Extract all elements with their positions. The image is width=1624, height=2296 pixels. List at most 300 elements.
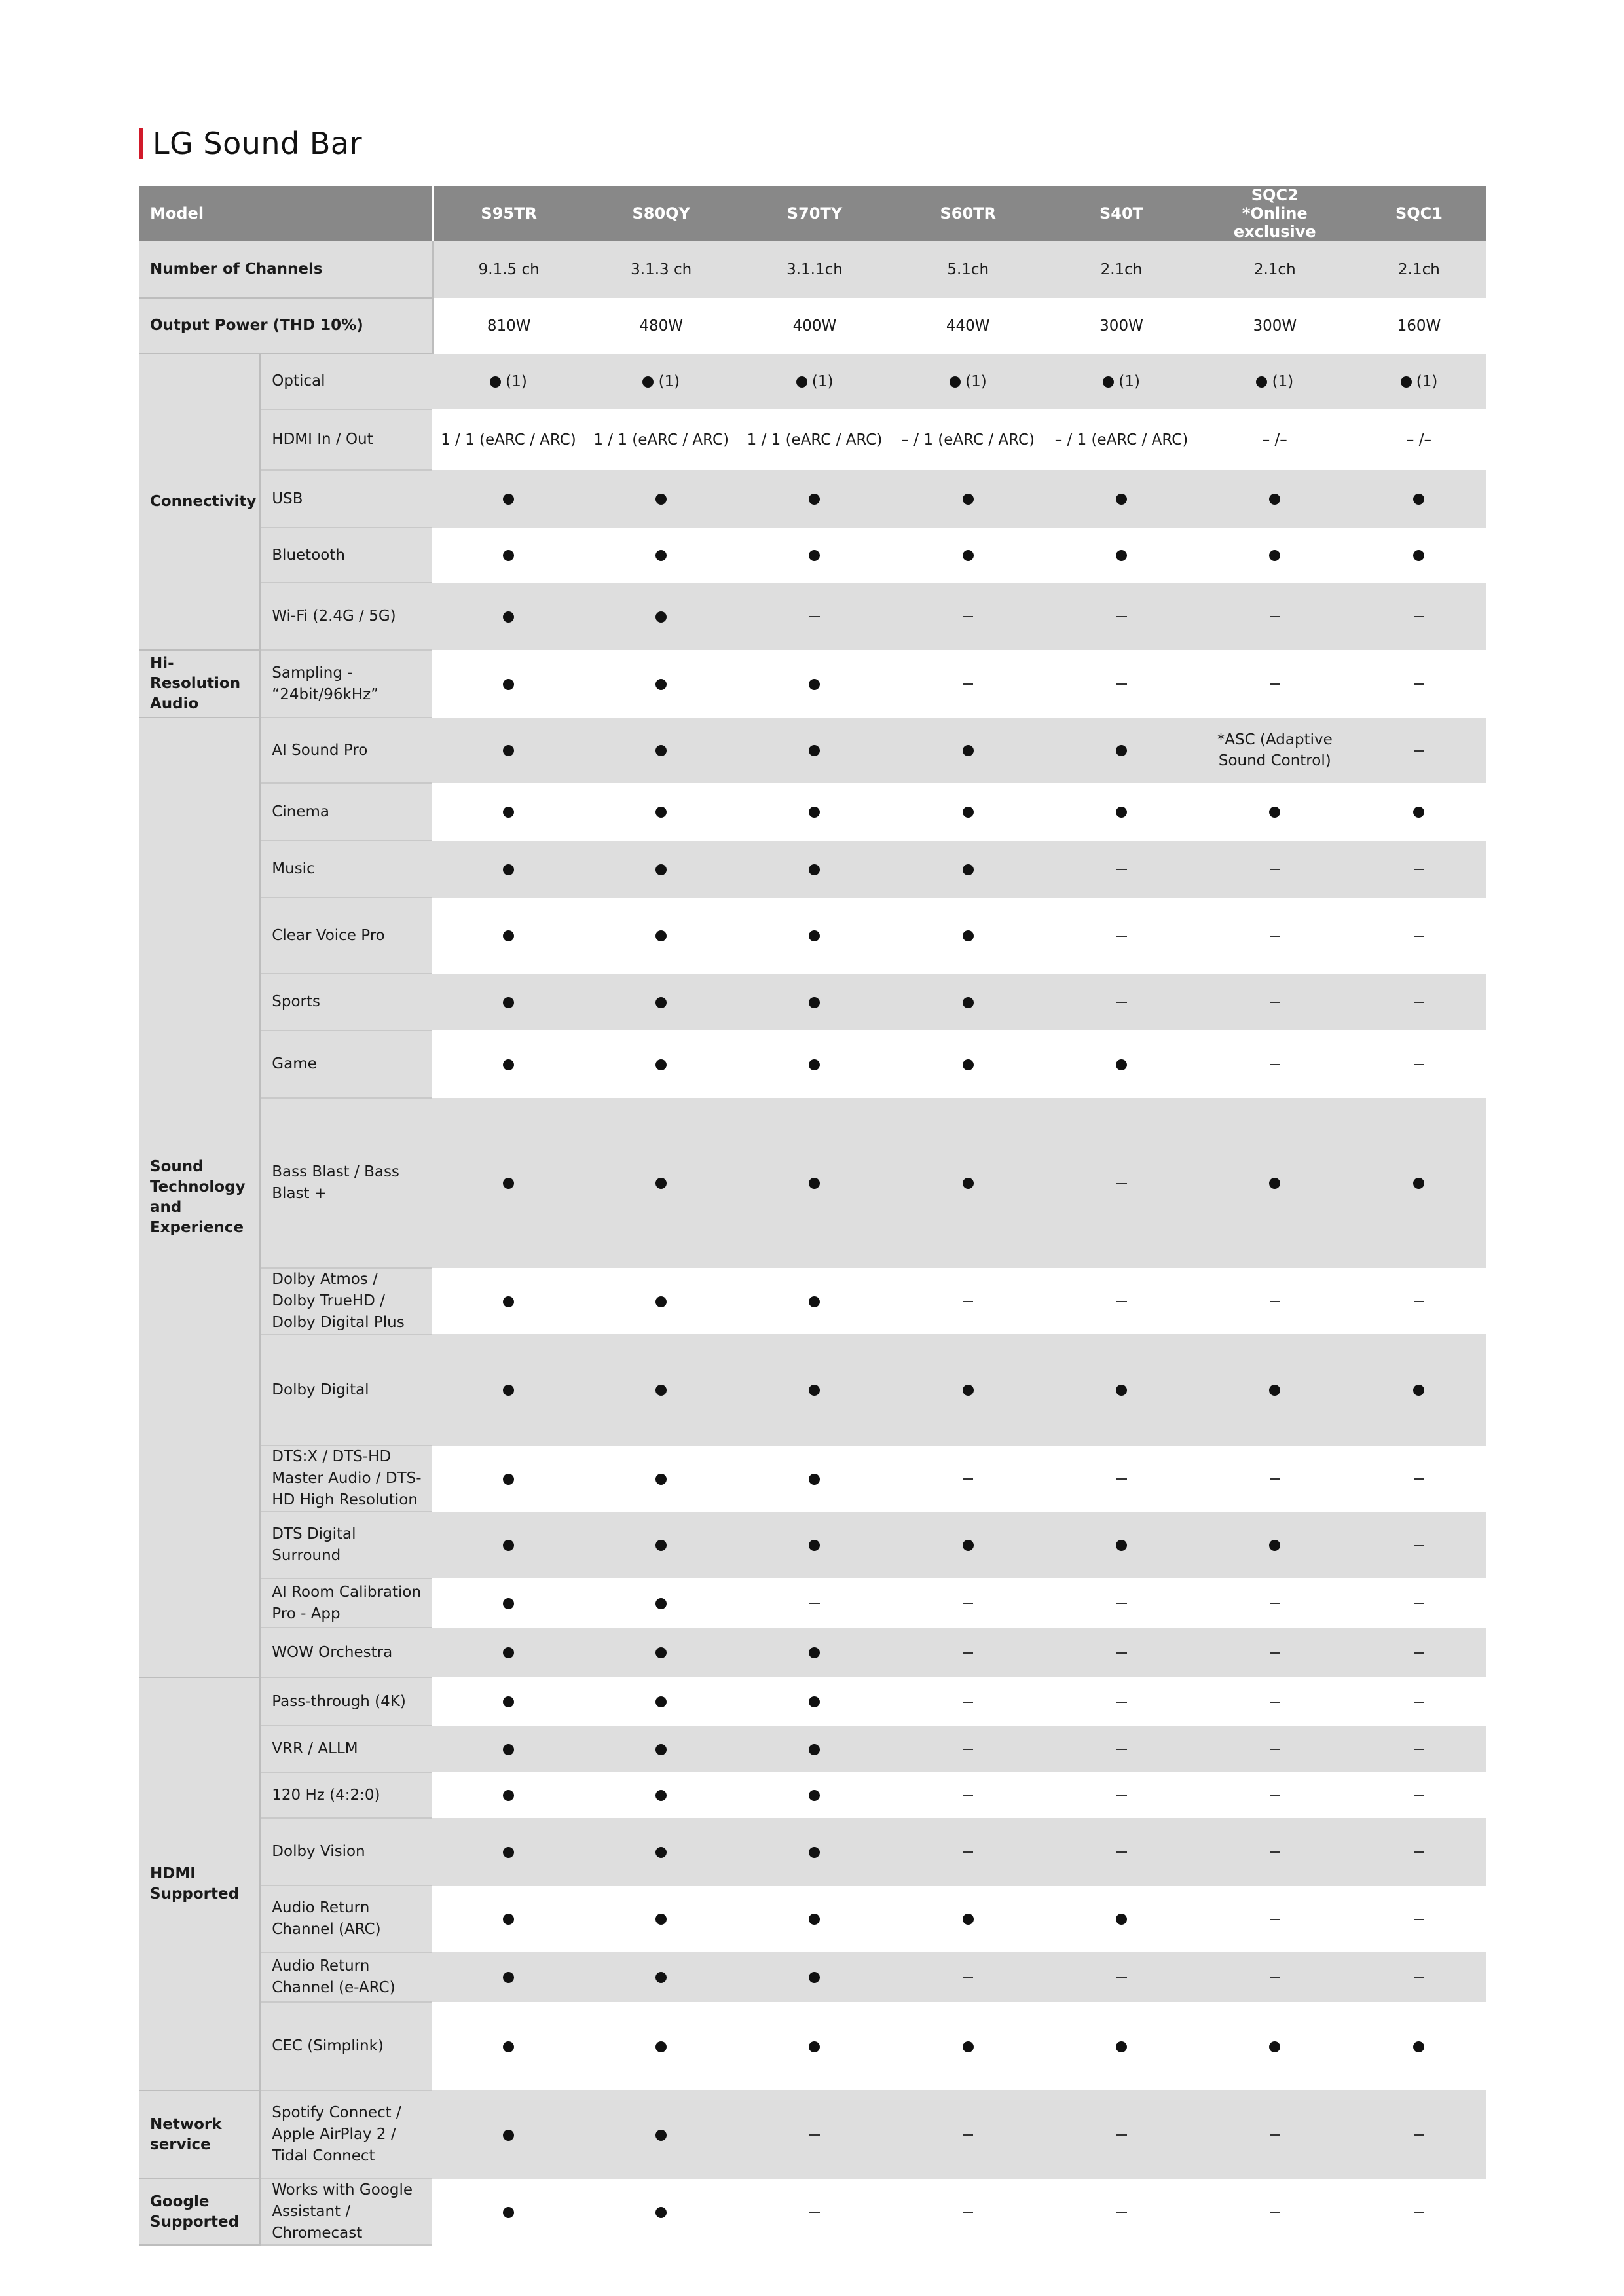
value-cell-s40t	[1044, 650, 1198, 718]
dash-icon	[963, 1749, 973, 1750]
check-dot-icon	[655, 1696, 667, 1707]
value-cell-s60tr	[891, 1952, 1044, 2002]
value-cell-s40t	[1044, 1818, 1198, 1886]
feature-label: AI Sound Pro	[272, 741, 368, 759]
value-cell-sqc1	[1352, 1818, 1486, 1886]
dash-icon	[809, 616, 820, 617]
value-cell-sqc1	[1352, 1677, 1486, 1726]
feature-label: Sports	[272, 993, 321, 1010]
value-cell-sqc2	[1198, 2002, 1352, 2090]
value-text: 160W	[1397, 317, 1441, 335]
value-cell-s40t	[1044, 1030, 1198, 1098]
dash-icon	[1116, 1603, 1127, 1604]
check-dot-icon	[503, 1914, 514, 1925]
category-label: Hi-Resolution Audio	[150, 655, 241, 712]
feature-cec-simplink	[261, 2002, 433, 2090]
dash-icon	[1414, 2212, 1424, 2213]
check-dot-icon	[809, 1914, 820, 1925]
check-dot-icon	[809, 1847, 820, 1858]
dash-icon	[1414, 1977, 1424, 1978]
dash-icon	[1270, 1301, 1280, 1302]
value-cell-s95tr	[432, 841, 584, 898]
value-cell-s60tr	[891, 2090, 1044, 2179]
check-dot-icon	[655, 2207, 667, 2218]
value-cell-s95tr	[432, 1512, 584, 1578]
table-row	[139, 470, 1486, 528]
check-dot-icon	[503, 550, 514, 561]
value-cell-sqc2	[1198, 2090, 1352, 2179]
value-cell-s60tr	[891, 1726, 1044, 1772]
value-cell-s40t	[1044, 1726, 1198, 1772]
value-text: 1 / 1 (eARC / ARC)	[441, 431, 576, 448]
value-cell-s70ty	[738, 2090, 891, 2179]
check-dot-icon	[963, 745, 974, 756]
feature-label: DTS Digital Surround	[272, 1525, 356, 1564]
value-cell-s70ty	[738, 783, 891, 841]
check-dot-icon	[963, 864, 974, 875]
dash-icon	[963, 683, 973, 685]
value-cell-s80qy	[585, 1628, 738, 1677]
value-cell-sqc1	[1352, 1446, 1486, 1512]
value-cell-s80qy	[585, 583, 738, 650]
check-dot-icon	[655, 2130, 667, 2141]
value-cell-s80qy	[585, 241, 738, 298]
value-cell-sqc2	[1198, 1677, 1352, 1726]
dash-icon	[1270, 936, 1280, 937]
table-row	[139, 583, 1486, 650]
value-cell-s95tr	[432, 470, 584, 528]
check-dot-icon	[809, 679, 820, 690]
check-dot-icon	[503, 1474, 514, 1485]
table-row	[139, 718, 1486, 783]
value-cell-sqc1	[1352, 898, 1486, 974]
feature-label: Dolby Atmos / Dolby TrueHD / Dolby Digital Plus	[272, 1271, 405, 1331]
dash-icon	[809, 2212, 820, 2213]
value-text: 5.1ch	[947, 261, 989, 278]
value-cell-sqc1	[1352, 1726, 1486, 1772]
dash-icon	[1414, 1301, 1424, 1302]
check-dot-icon	[503, 807, 514, 818]
value-cell-sqc1	[1352, 409, 1486, 470]
check-dot-icon	[1116, 1059, 1127, 1070]
feature-hdmi-in-out	[261, 409, 433, 470]
value-cell-s40t	[1044, 2090, 1198, 2179]
value-cell-s70ty	[738, 1334, 891, 1446]
check-dot-icon	[963, 930, 974, 941]
check-dot-icon	[503, 1972, 514, 1983]
dash-icon	[1414, 1064, 1424, 1065]
table-row	[139, 1886, 1486, 1952]
value-cell-s60tr	[891, 528, 1044, 583]
check-dot-icon	[655, 550, 667, 561]
category-hi-resolution-audio	[139, 650, 261, 718]
check-dot-icon	[809, 1744, 820, 1755]
table-row	[139, 298, 1486, 354]
value-cell-s80qy	[585, 354, 738, 409]
model-header-s40t	[1044, 186, 1198, 241]
check-dot-icon	[963, 2041, 974, 2052]
value-cell-s70ty	[738, 528, 891, 583]
check-dot-icon	[503, 1296, 514, 1307]
value-text: 810W	[487, 317, 531, 335]
page-title	[139, 126, 362, 160]
check-dot-icon	[503, 997, 514, 1008]
value-cell-s70ty	[738, 583, 891, 650]
feature-label: Spotify Connect / Apple AirPlay 2 / Tidal Connect	[272, 2104, 401, 2164]
dash-icon	[963, 1478, 973, 1480]
table-row	[139, 1268, 1486, 1334]
table-row	[139, 528, 1486, 583]
feature-dolby-digital	[261, 1334, 433, 1446]
category-google-supported	[139, 2179, 261, 2245]
category-network-service	[139, 2090, 261, 2179]
value-cell-s80qy	[585, 1818, 738, 1886]
check-dot-icon	[809, 1474, 820, 1485]
dash-icon	[1414, 1749, 1424, 1750]
value-cell-s95tr	[432, 298, 584, 354]
value-text: 3.1.1ch	[786, 261, 843, 278]
dash-icon	[963, 616, 973, 617]
value-cell-s95tr	[432, 528, 584, 583]
value-cell-s60tr	[891, 1677, 1044, 1726]
table-row	[139, 1772, 1486, 1818]
value-cell-s80qy	[585, 2002, 738, 2090]
value-count: (1)	[501, 373, 527, 390]
check-dot-icon	[963, 1914, 974, 1925]
value-cell-s60tr	[891, 1578, 1044, 1628]
value-cell-sqc1	[1352, 1268, 1486, 1334]
value-cell-s60tr	[891, 354, 1044, 409]
online-exclusive-note: *Online exclusive	[1233, 204, 1316, 241]
category-label: HDMI Supported	[150, 1865, 240, 1903]
value-count: (1)	[1411, 373, 1438, 390]
table-row	[139, 409, 1486, 470]
check-dot-icon	[1116, 2041, 1127, 2052]
feature-label: Wi-Fi (2.4G / 5G)	[272, 608, 396, 625]
dash-icon	[1414, 1545, 1424, 1546]
value-cell-s40t	[1044, 841, 1198, 898]
check-dot-icon	[1116, 1540, 1127, 1551]
check-dot-icon	[963, 494, 974, 505]
value-cell-s95tr	[432, 1886, 584, 1952]
value-cell-s40t	[1044, 1334, 1198, 1446]
feature-music	[261, 841, 433, 898]
value-cell-s70ty	[738, 718, 891, 783]
dash-icon	[963, 1702, 973, 1703]
value-text: 1 / 1 (eARC / ARC)	[747, 431, 883, 448]
value-cell-s60tr	[891, 898, 1044, 974]
category-label: Google Supported	[150, 2193, 240, 2231]
value-cell-s70ty	[738, 1446, 891, 1512]
value-cell-s70ty	[738, 1578, 891, 1628]
feature-label: CEC (Simplink)	[272, 2037, 384, 2054]
value-cell-s60tr	[891, 583, 1044, 650]
value-cell-s70ty	[738, 298, 891, 354]
value-cell-s60tr	[891, 298, 1044, 354]
feature-label: 120 Hz (4:2:0)	[272, 1786, 380, 1804]
value-cell-s40t	[1044, 2179, 1198, 2245]
value-count: (1)	[960, 373, 987, 390]
value-cell-s60tr	[891, 1268, 1044, 1334]
value-cell-s95tr	[432, 1628, 584, 1677]
value-cell-s70ty	[738, 1886, 891, 1952]
value-count: (1)	[1114, 373, 1140, 390]
value-cell-sqc2	[1198, 241, 1352, 298]
value-cell-s95tr	[432, 583, 584, 650]
category-hdmi-supported	[139, 1677, 261, 2090]
feature-bluetooth	[261, 528, 433, 583]
dash-icon	[963, 2134, 973, 2136]
dash-icon	[1414, 616, 1424, 617]
feature-label: USB	[272, 490, 303, 507]
category-sound-technology-and-experience	[139, 718, 261, 1677]
check-dot-icon	[655, 2041, 667, 2052]
value-text: 480W	[639, 317, 684, 335]
value-cell-s95tr	[432, 2090, 584, 2179]
value-cell-sqc1	[1352, 528, 1486, 583]
value-count: (1)	[1267, 373, 1294, 390]
check-dot-icon	[1269, 1178, 1280, 1189]
check-dot-icon	[1413, 1385, 1424, 1396]
value-cell-sqc2	[1198, 470, 1352, 528]
dash-icon	[1414, 1603, 1424, 1604]
check-dot-icon	[809, 1385, 820, 1396]
feature-label: HDMI In / Out	[272, 431, 373, 448]
value-cell-sqc2	[1198, 1726, 1352, 1772]
value-cell-sqc2	[1198, 528, 1352, 583]
table-row	[139, 1726, 1486, 1772]
dash-icon	[1414, 1478, 1424, 1480]
check-dot-icon	[503, 1059, 514, 1070]
model-header-sqc2	[1198, 186, 1352, 241]
feature-label: DTS:X / DTS-HD Master Audio / DTS-HD High Resolution	[272, 1448, 422, 1508]
value-text: 300W	[1253, 317, 1297, 335]
value-cell-s40t	[1044, 1268, 1198, 1334]
table-row	[139, 1578, 1486, 1628]
value-cell-s95tr	[432, 1818, 584, 1886]
check-dot-icon	[503, 1385, 514, 1396]
value-cell-s95tr	[432, 1677, 584, 1726]
value-cell-sqc2	[1198, 783, 1352, 841]
value-cell-s40t	[1044, 470, 1198, 528]
check-dot-icon	[1116, 807, 1127, 818]
feature-dolby-vision	[261, 1818, 433, 1886]
feature-pass-through-4k	[261, 1677, 433, 1726]
value-cell-s60tr	[891, 1886, 1044, 1952]
value-cell-s70ty	[738, 1098, 891, 1268]
value-cell-s40t	[1044, 241, 1198, 298]
check-dot-icon	[655, 1540, 667, 1551]
value-cell-s95tr	[432, 1030, 584, 1098]
value-cell-sqc1	[1352, 1578, 1486, 1628]
value-text: 2.1ch	[1100, 261, 1143, 278]
value-cell-s60tr	[891, 841, 1044, 898]
check-dot-icon	[655, 1847, 667, 1858]
check-dot-icon	[809, 1790, 820, 1801]
check-dot-icon	[1413, 550, 1424, 561]
value-cell-s60tr	[891, 1098, 1044, 1268]
header-model-label: Model	[139, 186, 432, 241]
check-dot-icon	[809, 1178, 820, 1189]
value-cell-sqc2	[1198, 1818, 1352, 1886]
check-dot-icon	[963, 997, 974, 1008]
value-cell-s60tr	[891, 1772, 1044, 1818]
value-cell-s70ty	[738, 650, 891, 718]
value-cell-s80qy	[585, 1952, 738, 2002]
check-dot-icon	[1269, 494, 1280, 505]
check-dot-icon	[1401, 376, 1412, 388]
dash-icon	[963, 1301, 973, 1302]
category-label: Network service	[150, 2115, 222, 2153]
value-cell-s80qy	[585, 1677, 738, 1726]
feature-wi-fi-2-4g-5g	[261, 583, 433, 650]
dash-icon	[1270, 1851, 1280, 1853]
feature-label: Dolby Vision	[272, 1843, 365, 1860]
value-cell-sqc2	[1198, 841, 1352, 898]
value-cell-sqc2	[1198, 409, 1352, 470]
check-dot-icon	[503, 1847, 514, 1858]
value-cell-s95tr	[432, 1334, 584, 1446]
check-dot-icon	[503, 1696, 514, 1707]
feature-ai-sound-pro	[261, 718, 433, 783]
value-cell-s70ty	[738, 1512, 891, 1578]
value-cell-s95tr	[432, 2002, 584, 2090]
model-name: S95TR	[481, 204, 537, 223]
value-cell-s60tr	[891, 1334, 1044, 1446]
value-cell-sqc1	[1352, 470, 1486, 528]
check-dot-icon	[1116, 1914, 1127, 1925]
dash-icon	[1116, 1702, 1127, 1703]
value-cell-s80qy	[585, 2179, 738, 2245]
check-dot-icon	[503, 2207, 514, 2218]
value-cell-s80qy	[585, 1446, 738, 1512]
dash-icon	[1414, 1795, 1424, 1796]
value-cell-s60tr	[891, 1030, 1044, 1098]
value-cell-sqc1	[1352, 2179, 1486, 2245]
value-cell-s95tr	[432, 1726, 584, 1772]
value-cell-sqc1	[1352, 1512, 1486, 1578]
value-cell-s60tr	[891, 470, 1044, 528]
feature-120-hz-4-2-0	[261, 1772, 433, 1818]
table-row	[139, 241, 1486, 298]
feature-audio-return-channel-arc	[261, 1886, 433, 1952]
model-name: S40T	[1099, 204, 1144, 223]
table-row	[139, 650, 1486, 718]
dash-icon	[1116, 1002, 1127, 1003]
check-dot-icon	[642, 376, 654, 388]
check-dot-icon	[1413, 807, 1424, 818]
value-cell-sqc1	[1352, 841, 1486, 898]
check-dot-icon	[655, 807, 667, 818]
check-dot-icon	[655, 1385, 667, 1396]
value-cell-s80qy	[585, 528, 738, 583]
check-dot-icon	[963, 1059, 974, 1070]
dash-icon	[1116, 1652, 1127, 1654]
check-dot-icon	[1116, 745, 1127, 756]
check-dot-icon	[655, 1178, 667, 1189]
value-cell-s40t	[1044, 1952, 1198, 2002]
check-dot-icon	[1116, 1385, 1127, 1396]
feature-ai-room-calibration-pro-app	[261, 1578, 433, 1628]
check-dot-icon	[796, 376, 807, 388]
value-cell-sqc2	[1198, 1772, 1352, 1818]
check-dot-icon	[963, 550, 974, 561]
value-text: 3.1.3 ch	[631, 261, 692, 278]
value-cell-s80qy	[585, 1886, 738, 1952]
value-text: 300W	[1099, 317, 1143, 335]
value-cell-s70ty	[738, 2179, 891, 2245]
model-name: S80QY	[632, 204, 690, 223]
dash-icon	[963, 2212, 973, 2213]
dash-icon	[1116, 616, 1127, 617]
check-dot-icon	[503, 611, 514, 623]
value-cell-s70ty	[738, 2002, 891, 2090]
check-dot-icon	[1269, 807, 1280, 818]
value-cell-s40t	[1044, 718, 1198, 783]
check-dot-icon	[655, 1647, 667, 1658]
dash-icon	[1270, 869, 1280, 870]
value-cell-s60tr	[891, 409, 1044, 470]
check-dot-icon	[1413, 1178, 1424, 1189]
value-cell-s60tr	[891, 650, 1044, 718]
check-dot-icon	[503, 864, 514, 875]
value-cell-s70ty	[738, 1952, 891, 2002]
feature-bass-blast-bass-blast	[261, 1098, 433, 1268]
check-dot-icon	[655, 745, 667, 756]
feature-sampling-24bit-96khz	[261, 650, 433, 718]
value-cell-s95tr	[432, 354, 584, 409]
value-cell-s40t	[1044, 583, 1198, 650]
value-cell-s40t	[1044, 1512, 1198, 1578]
value-cell-s60tr	[891, 241, 1044, 298]
dash-icon	[1414, 750, 1424, 752]
dash-icon	[963, 1977, 973, 1978]
dash-icon	[1116, 1851, 1127, 1853]
feature-sports	[261, 974, 433, 1030]
value-cell-sqc2	[1198, 298, 1352, 354]
check-dot-icon	[503, 1540, 514, 1551]
value-cell-sqc2	[1198, 1512, 1352, 1578]
value-cell-s95tr	[432, 1098, 584, 1268]
check-dot-icon	[1269, 1385, 1280, 1396]
value-cell-s60tr	[891, 2179, 1044, 2245]
model-name: S60TR	[940, 204, 997, 223]
value-cell-s80qy	[585, 974, 738, 1030]
value-text: 400W	[792, 317, 837, 335]
value-text: – / 1 (eARC / ARC)	[1054, 431, 1189, 448]
value-cell-s40t	[1044, 1628, 1198, 1677]
check-dot-icon	[1103, 376, 1114, 388]
value-text: *ASC (Adaptive Sound Control)	[1217, 731, 1333, 769]
value-cell-s60tr	[891, 2002, 1044, 2090]
value-text: 440W	[946, 317, 990, 335]
value-text: – /–	[1262, 431, 1287, 448]
check-dot-icon	[655, 930, 667, 941]
value-cell-s95tr	[432, 974, 584, 1030]
table-row	[139, 1677, 1486, 1726]
value-cell-sqc2	[1198, 1886, 1352, 1952]
table-row	[139, 1818, 1486, 1886]
value-text: – /–	[1406, 431, 1431, 448]
feature-dts-x-dts-hd-master-audio-dts-hd-high-resolution	[261, 1446, 433, 1512]
value-cell-s70ty	[738, 409, 891, 470]
value-cell-s80qy	[585, 1726, 738, 1772]
value-cell-s80qy	[585, 783, 738, 841]
dash-icon	[1116, 936, 1127, 937]
check-dot-icon	[503, 745, 514, 756]
row-label-output-power-thd-10: Output Power (THD 10%)	[139, 298, 432, 354]
value-cell-s70ty	[738, 1030, 891, 1098]
